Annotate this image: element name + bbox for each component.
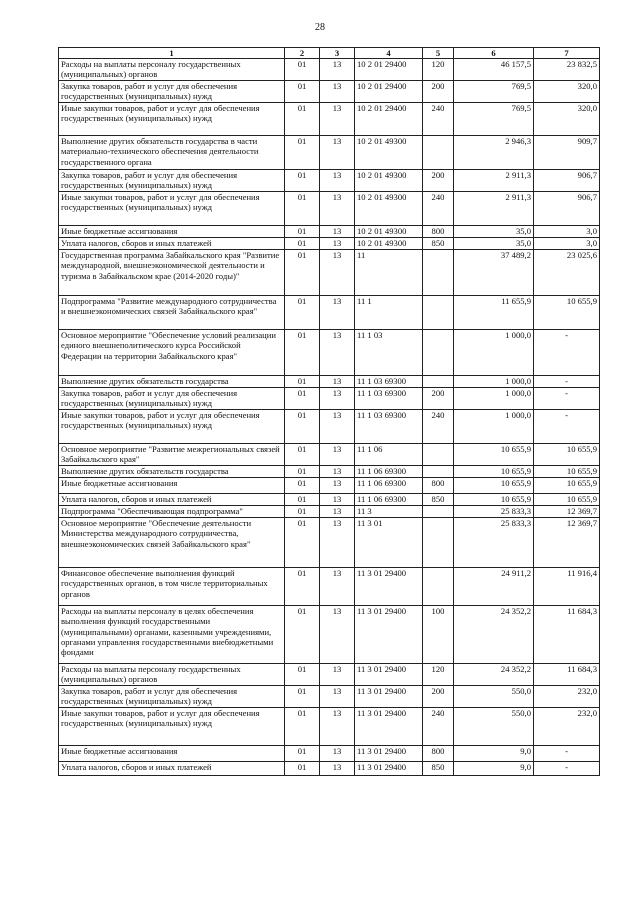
table-row: [59, 296, 600, 330]
row-amount-2: -: [534, 410, 600, 444]
row-expense-type: 240: [423, 708, 454, 746]
row-target-article: 11 3 01 29400: [355, 708, 423, 746]
row-amount-2: 10 655,9: [534, 466, 600, 478]
row-amount-2: 320,0: [534, 81, 600, 103]
header-col-2: 2: [285, 48, 320, 59]
row-subsection: 13: [320, 494, 355, 506]
table-row: [59, 376, 600, 388]
row-amount-2: 906,7: [534, 170, 600, 192]
row-amount-2: -: [534, 762, 600, 776]
row-subsection: 13: [320, 518, 355, 568]
row-target-article: 10 2 01 49300: [355, 136, 423, 170]
row-target-article: 11 1 06 69300: [355, 494, 423, 506]
row-target-article: 10 2 01 49300: [355, 226, 423, 238]
row-expense-type: 200: [423, 686, 454, 708]
row-amount-1: 769,5: [454, 103, 534, 136]
row-subsection: 13: [320, 506, 355, 518]
row-section: 01: [285, 518, 320, 568]
row-subsection: 13: [320, 746, 355, 762]
table-row: [59, 250, 600, 296]
row-amount-2: -: [534, 376, 600, 388]
row-amount-1: 550,0: [454, 708, 534, 746]
row-amount-1: 1 000,0: [454, 376, 534, 388]
row-subsection: 13: [320, 410, 355, 444]
row-section: 01: [285, 170, 320, 192]
row-expense-type: 200: [423, 170, 454, 192]
table-row: [59, 506, 600, 518]
header-row: [59, 48, 600, 59]
table-row: [59, 518, 600, 568]
row-subsection: 13: [320, 444, 355, 466]
row-section: 01: [285, 664, 320, 686]
row-expense-type: [423, 376, 454, 388]
row-target-article: 11 1 03 69300: [355, 376, 423, 388]
row-amount-1: 9,0: [454, 762, 534, 776]
table-row: [59, 81, 600, 103]
row-target-article: 11 3 01 29400: [355, 664, 423, 686]
row-expense-type: 850: [423, 494, 454, 506]
row-name: Иные бюджетные ассигнования: [59, 226, 285, 238]
row-expense-type: 120: [423, 664, 454, 686]
row-amount-1: 46 157,5: [454, 59, 534, 81]
row-amount-1: 10 655,9: [454, 478, 534, 494]
row-amount-1: 10 655,9: [454, 444, 534, 466]
row-target-article: 11 1 03 69300: [355, 410, 423, 444]
row-target-article: 10 2 01 49300: [355, 238, 423, 250]
row-amount-1: 10 655,9: [454, 466, 534, 478]
table-row: [59, 606, 600, 664]
row-name: Закупка товаров, работ и услуг для обеспечения государственных (муниципальных) нужд: [59, 81, 285, 103]
row-amount-2: 11 916,4: [534, 568, 600, 606]
row-amount-1: 9,0: [454, 746, 534, 762]
row-expense-type: 850: [423, 238, 454, 250]
table-row: [59, 708, 600, 746]
row-amount-1: 37 489,2: [454, 250, 534, 296]
row-amount-2: 3,0: [534, 226, 600, 238]
row-expense-type: 240: [423, 410, 454, 444]
row-name: Основное мероприятие "Обеспечение деятельности Министерства международного сотрудничества, внешнеэкономических связей Забайкальского края": [59, 518, 285, 568]
row-name: Закупка товаров, работ и услуг для обеспечения государственных (муниципальных) нужд: [59, 388, 285, 410]
row-amount-1: 2 911,3: [454, 192, 534, 226]
table-row: [59, 170, 600, 192]
row-amount-2: 10 655,9: [534, 296, 600, 330]
row-target-article: 10 2 01 29400: [355, 81, 423, 103]
row-name: Иные бюджетные ассигнования: [59, 746, 285, 762]
row-name: Расходы на выплаты персоналу государственных (муниципальных) органов: [59, 59, 285, 81]
row-section: 01: [285, 746, 320, 762]
row-name: Уплата налогов, сборов и иных платежей: [59, 494, 285, 506]
header-col-6: 6: [454, 48, 534, 59]
row-section: 01: [285, 238, 320, 250]
row-name: Закупка товаров, работ и услуг для обеспечения государственных (муниципальных) нужд: [59, 170, 285, 192]
row-subsection: 13: [320, 388, 355, 410]
row-amount-1: 1 000,0: [454, 330, 534, 376]
row-target-article: 11 3: [355, 506, 423, 518]
row-amount-1: 10 655,9: [454, 494, 534, 506]
page-number: 28: [315, 22, 325, 33]
row-section: 01: [285, 192, 320, 226]
row-section: 01: [285, 444, 320, 466]
table-row: [59, 103, 600, 136]
row-target-article: 11 3 01 29400: [355, 606, 423, 664]
row-target-article: 11 1 03 69300: [355, 388, 423, 410]
row-section: 01: [285, 136, 320, 170]
row-amount-1: 24 352,2: [454, 606, 534, 664]
row-subsection: 13: [320, 250, 355, 296]
row-name: Закупка товаров, работ и услуг для обеспечения государственных (муниципальных) нужд: [59, 686, 285, 708]
row-section: 01: [285, 568, 320, 606]
row-amount-2: 12 369,7: [534, 518, 600, 568]
row-amount-2: 232,0: [534, 708, 600, 746]
row-name: Подпрограмма "Обеспечивающая подпрограмма": [59, 506, 285, 518]
row-target-article: 10 2 01 49300: [355, 170, 423, 192]
row-name: Иные бюджетные ассигнования: [59, 478, 285, 494]
row-name: Расходы на выплаты персоналу в целях обеспечения выполнения функций государственными (муниципальными) органами, казенными учреждениями, органами управления государственными внебюджетными фондами: [59, 606, 285, 664]
row-amount-2: 23 025,6: [534, 250, 600, 296]
row-subsection: 13: [320, 686, 355, 708]
row-amount-1: 1 000,0: [454, 410, 534, 444]
row-expense-type: 200: [423, 81, 454, 103]
row-section: 01: [285, 81, 320, 103]
row-subsection: 13: [320, 170, 355, 192]
table-row: [59, 388, 600, 410]
row-section: 01: [285, 506, 320, 518]
row-expense-type: 800: [423, 746, 454, 762]
row-section: 01: [285, 296, 320, 330]
row-expense-type: [423, 330, 454, 376]
row-name: Подпрограмма "Развитие международного сотрудничества и внешнеэкономических связей Забайкальского края": [59, 296, 285, 330]
table-row: [59, 664, 600, 686]
row-name: Государственная программа Забайкальского края "Развитие международной, внешнеэкономической деятельности и туризма в Забайкальском крае (2014-2020 годы)": [59, 250, 285, 296]
row-section: 01: [285, 686, 320, 708]
row-target-article: 11: [355, 250, 423, 296]
row-expense-type: 200: [423, 388, 454, 410]
row-target-article: 10 2 01 29400: [355, 59, 423, 81]
row-section: 01: [285, 762, 320, 776]
table-row: [59, 494, 600, 506]
row-subsection: 13: [320, 238, 355, 250]
row-name: Уплата налогов, сборов и иных платежей: [59, 762, 285, 776]
row-amount-2: -: [534, 388, 600, 410]
header-col-7: 7: [534, 48, 600, 59]
row-section: 01: [285, 708, 320, 746]
row-amount-1: 25 833,3: [454, 506, 534, 518]
row-subsection: 13: [320, 708, 355, 746]
row-amount-1: 11 655,9: [454, 296, 534, 330]
row-name: Выполнение других обязательств государства в части материально-технического обеспечения деятельности государственного органа: [59, 136, 285, 170]
table-body: [59, 59, 600, 776]
row-amount-1: 24 352,2: [454, 664, 534, 686]
row-section: 01: [285, 226, 320, 238]
row-expense-type: 120: [423, 59, 454, 81]
table-row: [59, 568, 600, 606]
row-amount-1: 550,0: [454, 686, 534, 708]
row-section: 01: [285, 330, 320, 376]
row-section: 01: [285, 606, 320, 664]
row-name: Основное мероприятие "Обеспечение условий реализации единого внешнеполитического курса Российской Федерации на территории Забайкальского края": [59, 330, 285, 376]
row-expense-type: 800: [423, 226, 454, 238]
row-expense-type: [423, 136, 454, 170]
row-name: Иные закупки товаров, работ и услуг для обеспечения государственных (муниципальных) нужд: [59, 103, 285, 136]
row-section: 01: [285, 59, 320, 81]
row-subsection: 13: [320, 226, 355, 238]
row-amount-2: 232,0: [534, 686, 600, 708]
row-subsection: 13: [320, 466, 355, 478]
row-amount-2: 906,7: [534, 192, 600, 226]
row-name: Основное мероприятие "Развитие межрегиональных связей Забайкальского края": [59, 444, 285, 466]
row-name: Расходы на выплаты персоналу государственных (муниципальных) органов: [59, 664, 285, 686]
row-amount-1: 2 911,3: [454, 170, 534, 192]
table-row: [59, 238, 600, 250]
row-subsection: 13: [320, 330, 355, 376]
row-amount-1: 1 000,0: [454, 388, 534, 410]
row-target-article: 11 1 06: [355, 444, 423, 466]
row-section: 01: [285, 103, 320, 136]
row-section: 01: [285, 410, 320, 444]
row-target-article: 10 2 01 29400: [355, 103, 423, 136]
table-row: [59, 136, 600, 170]
header-col-3: 3: [320, 48, 355, 59]
row-expense-type: 240: [423, 103, 454, 136]
row-amount-2: 909,7: [534, 136, 600, 170]
row-name: Иные закупки товаров, работ и услуг для обеспечения государственных (муниципальных) нужд: [59, 192, 285, 226]
row-section: 01: [285, 478, 320, 494]
row-target-article: 10 2 01 49300: [355, 192, 423, 226]
row-subsection: 13: [320, 296, 355, 330]
row-amount-2: 320,0: [534, 103, 600, 136]
row-section: 01: [285, 376, 320, 388]
table-row: [59, 444, 600, 466]
row-subsection: 13: [320, 568, 355, 606]
header-col-4: 4: [355, 48, 423, 59]
row-name: Выполнение других обязательств государства: [59, 466, 285, 478]
row-section: 01: [285, 388, 320, 410]
table-row: [59, 410, 600, 444]
table-row: [59, 478, 600, 494]
row-expense-type: 800: [423, 478, 454, 494]
row-subsection: 13: [320, 136, 355, 170]
table-row: [59, 330, 600, 376]
row-amount-2: 11 684,3: [534, 606, 600, 664]
row-subsection: 13: [320, 478, 355, 494]
row-expense-type: [423, 296, 454, 330]
row-amount-2: 10 655,9: [534, 494, 600, 506]
row-amount-2: 10 655,9: [534, 478, 600, 494]
row-expense-type: [423, 506, 454, 518]
row-target-article: 11 1 03: [355, 330, 423, 376]
row-target-article: 11 3 01 29400: [355, 686, 423, 708]
row-subsection: 13: [320, 192, 355, 226]
row-target-article: 11 3 01 29400: [355, 568, 423, 606]
row-amount-2: 12 369,7: [534, 506, 600, 518]
row-amount-2: 23 832,5: [534, 59, 600, 81]
table-row: [59, 762, 600, 776]
row-section: 01: [285, 494, 320, 506]
table-row: [59, 686, 600, 708]
table-row: [59, 192, 600, 226]
row-target-article: 11 3 01: [355, 518, 423, 568]
row-amount-2: 10 655,9: [534, 444, 600, 466]
row-target-article: 11 1 06 69300: [355, 466, 423, 478]
row-name: Иные закупки товаров, работ и услуг для обеспечения государственных (муниципальных) нужд: [59, 708, 285, 746]
row-target-article: 11 1 06 69300: [355, 478, 423, 494]
row-expense-type: 850: [423, 762, 454, 776]
row-amount-1: 25 833,3: [454, 518, 534, 568]
row-subsection: 13: [320, 59, 355, 81]
row-expense-type: [423, 444, 454, 466]
row-section: 01: [285, 250, 320, 296]
row-amount-1: 35,0: [454, 226, 534, 238]
row-subsection: 13: [320, 664, 355, 686]
row-expense-type: [423, 250, 454, 296]
table-row: [59, 746, 600, 762]
row-name: Уплата налогов, сборов и иных платежей: [59, 238, 285, 250]
row-amount-1: 35,0: [454, 238, 534, 250]
row-expense-type: 240: [423, 192, 454, 226]
row-name: Иные закупки товаров, работ и услуг для обеспечения государственных (муниципальных) нужд: [59, 410, 285, 444]
row-name: Финансовое обеспечение выполнения функций государственных органов, в том числе территориальных органов: [59, 568, 285, 606]
row-name: Выполнение других обязательств государства: [59, 376, 285, 388]
row-expense-type: [423, 568, 454, 606]
row-subsection: 13: [320, 81, 355, 103]
row-section: 01: [285, 466, 320, 478]
row-subsection: 13: [320, 606, 355, 664]
row-amount-2: -: [534, 746, 600, 762]
table-row: [59, 226, 600, 238]
row-amount-1: 2 946,3: [454, 136, 534, 170]
row-target-article: 11 3 01 29400: [355, 762, 423, 776]
row-amount-1: 24 911,2: [454, 568, 534, 606]
row-target-article: 11 3 01 29400: [355, 746, 423, 762]
table-row: [59, 59, 600, 81]
row-subsection: 13: [320, 762, 355, 776]
row-amount-2: -: [534, 330, 600, 376]
row-expense-type: [423, 466, 454, 478]
header-col-1: 1: [59, 48, 285, 59]
row-amount-2: 3,0: [534, 238, 600, 250]
header-col-5: 5: [423, 48, 454, 59]
row-expense-type: 100: [423, 606, 454, 664]
row-target-article: 11 1: [355, 296, 423, 330]
row-amount-1: 769,5: [454, 81, 534, 103]
row-amount-2: 11 684,3: [534, 664, 600, 686]
row-expense-type: [423, 518, 454, 568]
row-subsection: 13: [320, 103, 355, 136]
table-row: [59, 466, 600, 478]
budget-table: [58, 47, 600, 776]
row-subsection: 13: [320, 376, 355, 388]
